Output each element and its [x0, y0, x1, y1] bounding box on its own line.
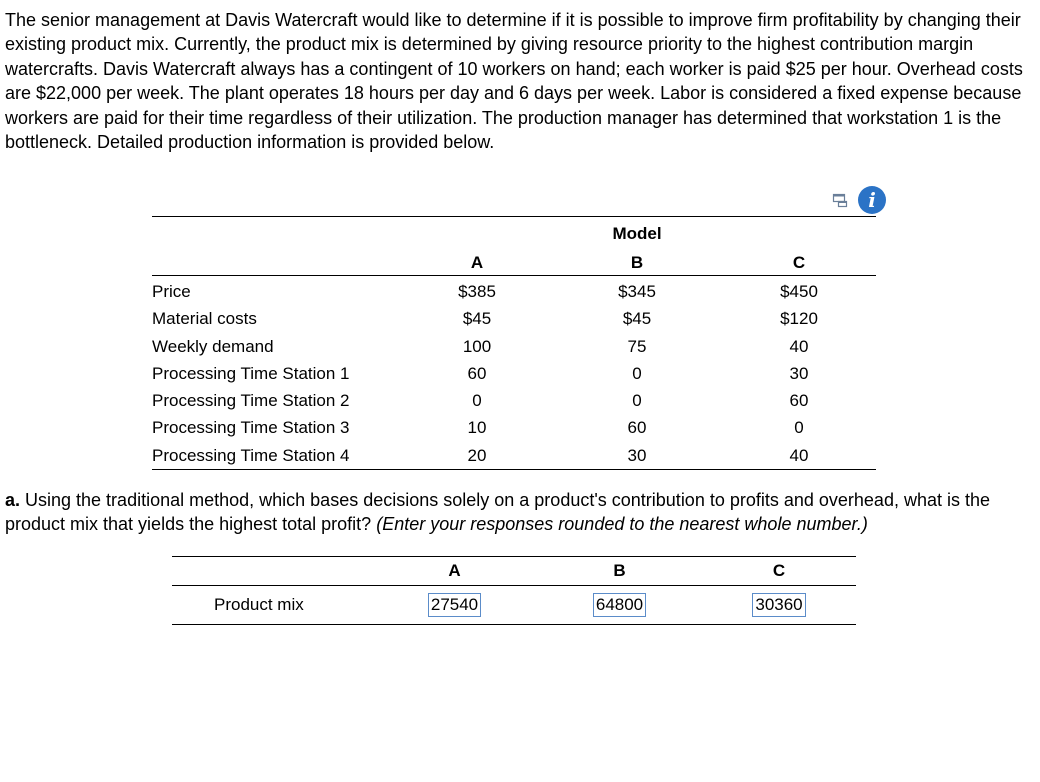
cell-a: $385 [458, 282, 496, 301]
product-mix-c-input[interactable]: 30360 [752, 593, 805, 617]
production-info-table [152, 216, 876, 470]
table-group-header-row [152, 217, 876, 252]
column-header-b: B [552, 251, 722, 276]
info-icon[interactable]: i [858, 186, 886, 214]
row-label: Processing Time Station 1 [152, 363, 350, 383]
table-row [152, 333, 876, 360]
cell-b: 60 [627, 418, 647, 438]
cell-a: $45 [462, 309, 492, 329]
table-row [152, 442, 876, 470]
cell-c: 40 [789, 336, 809, 356]
cell-c: $120 [780, 309, 818, 329]
row-label: Material costs [152, 309, 257, 329]
cell-c: 30 [789, 363, 809, 383]
question-text: Using the traditional method, which bases decisions solely on a product's contribution to profits and overhead, what is the product mix that yields the highest total profit? [5, 490, 991, 535]
cell-c: 0 [794, 418, 804, 438]
cell-a [372, 586, 537, 625]
cell-c: 60 [789, 391, 809, 411]
model-header: Model [552, 217, 722, 252]
question-label: a. [5, 490, 21, 510]
cell-b: 0 [632, 363, 642, 383]
column-header-a: A [372, 557, 537, 586]
row-label: Price [152, 282, 191, 301]
cell-a: 20 [402, 442, 552, 470]
row-label: Processing Time Station 2 [152, 391, 350, 411]
cell-a: 0 [472, 391, 482, 411]
toolbar-icons [832, 184, 886, 216]
cell-b: 0 [632, 391, 642, 411]
table-row [152, 305, 876, 332]
column-header-c: C [702, 557, 856, 586]
row-label: Processing Time Station 3 [152, 418, 350, 438]
row-label: Processing Time Station 4 [152, 442, 402, 470]
cell-b [537, 586, 702, 625]
cell-b: $45 [622, 309, 652, 329]
column-header-b: B [537, 557, 702, 586]
question-instruction: (Enter your responses rounded to the nearest whole number.) [376, 514, 868, 535]
cell-b: 30 [552, 442, 722, 470]
table-row [152, 360, 876, 387]
table-row [152, 387, 876, 414]
cell-c: 40 [722, 442, 876, 470]
table-row [172, 586, 856, 625]
table-header-row [172, 557, 856, 586]
cell-b: $345 [618, 282, 656, 301]
copy-icon[interactable] [832, 192, 848, 208]
cell-c [702, 586, 856, 625]
column-header-c: C [722, 251, 876, 276]
column-header-a: A [402, 251, 552, 276]
table-row [152, 414, 876, 441]
cell-a: 10 [467, 418, 487, 438]
cell-a: 60 [467, 363, 487, 383]
row-label: Weekly demand [152, 336, 274, 356]
table-row [152, 276, 876, 306]
row-label: Product mix [172, 586, 372, 625]
cell-a: 100 [462, 336, 492, 356]
question-a [5, 488, 1035, 537]
cell-b: 75 [627, 336, 647, 356]
cell-c: $450 [780, 282, 818, 301]
table-header-row [152, 251, 876, 276]
problem-statement: The senior management at Davis Watercraft would like to determine if it is possible to improve firm profitability by changing their existing product mix. Currently, the product mix is determined by giving resource priority to the highest contribution margin watercrafts. Davis Watercraft always has a contingent of 10 workers on hand; each worker is paid $25 per hour. Overhead costs are $22,000 per week. The plant operates 18 hours per day and 6 days per week. Labor is considered a fixed expense because workers are paid for their time regardless of their utilization. The production manager has determined that workstation 1 is the bottleneck. Detailed production information is provided below. [5, 10, 1023, 153]
product-mix-b-input[interactable]: 64800 [593, 593, 646, 617]
product-mix-a-input[interactable]: 27540 [428, 593, 481, 617]
product-mix-table [172, 556, 856, 625]
